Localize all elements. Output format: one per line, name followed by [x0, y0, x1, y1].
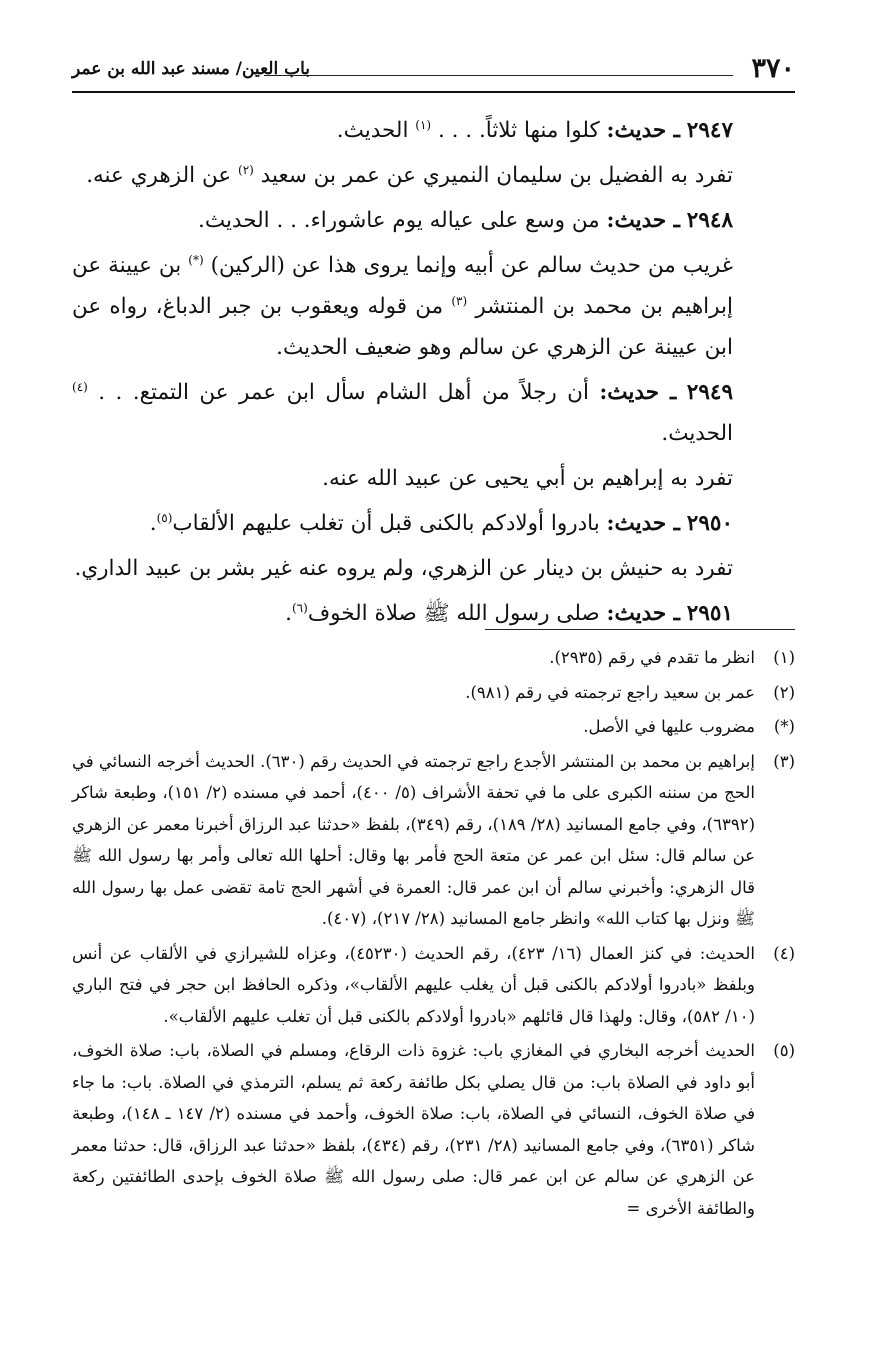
hadith-number: ٢٩٥١ [686, 601, 733, 626]
hadith-text: صلى رسول الله ﷺ صلاة الخوف [307, 601, 600, 626]
footnote-text: إبراهيم بن محمد بن المنتشر الأجدع راجع ترجمته في الحديث رقم (٦٣٠). الحديث أخرجه النسائي في الحج من سننه الكبرى على ما في تحفة الأشراف (٥/ ٤٠٠)، أحمد في مسنده (٢/ ١٥١)، وطبعة شاكر (٦٣٩٢)، وفي جامع المسانيد (٢٨/ ١٨٩)، رقم (٣٤٩)، بلفظ «حدثنا عبد الرزاق أخبرنا معمر عن الزهري عن سالم قال: سئل ابن عمر عن متعة الحج فأمر بها وقال: أحلها الله تعالى وأمر بها رسول الله ﷺ قال الزهري: وأخبرني سالم أن ابن عمر قال: العمرة في أشهر الحج تامة تقضى عمل بها رسول الله ﷺ ونزل بها كتاب الله» وانظر جامع المسانيد (٢٨/ ٢١٧)، (٤٠٧). [72, 751, 756, 928]
note-text-tail: من قوله ويعقوب بن جبر الدباغ، رواه عن ابن عيينة عن الزهري عن سالم وهو ضعيف الحديث. [72, 294, 733, 360]
hadith-entry [72, 503, 795, 544]
hadith-keyword: ـ حديث: [606, 601, 680, 626]
note-text-tail: عن الزهري عنه. [86, 163, 232, 188]
hadith-text: أن رجلاً من أهل الشام سأل ابن عمر عن التمتع. . . [98, 380, 589, 405]
footnotes [72, 642, 795, 1227]
footnote [72, 677, 795, 709]
footnote-separator [485, 629, 795, 630]
running-header [72, 52, 795, 86]
hadith-number: ٢٩٤٩ [686, 380, 733, 405]
footnote-text: الحديث: في كنز العمال (١٦/ ٤٢٣)، رقم الحديث (٤٥٢٣٠)، وعزاه للشيرازي في الألقاب عن أنس وبلفظ «بادروا أولادكم بالكنى قبل أن يغلب عليهم الألقاب»، وذكره الحافظ ابن حجر في فتح الباري (١٠/ ٥٨٢)، وقال: ولهذا قال قائلهم «بادروا أولادكم بالكنى قبل أن تغلب عليهم الألقاب». [72, 943, 756, 1026]
footnote-ref: (٦) [291, 600, 308, 615]
footnote [72, 1035, 795, 1224]
header-rule [264, 75, 733, 76]
footnote-text: مضروب عليها في الأصل. [583, 717, 755, 736]
footnote-mark: (٥) [773, 1041, 795, 1060]
hadith-text-tail: . [149, 511, 157, 536]
note-text: تفرد به حنيش بن دينار عن الزهري، ولم يروه عنه غير بشر بن عبيد الداري. [74, 556, 733, 581]
footnote-mark: (*) [773, 717, 795, 736]
note-text-middle: بن عيينة عن إبراهيم بن محمد بن المنتشر [72, 253, 733, 319]
footnote-mark: (٢) [773, 682, 795, 702]
hadith-note [72, 245, 795, 368]
hadith-entry [72, 200, 795, 241]
footnote-ref: (٣) [451, 293, 468, 308]
hadith-number: ٢٩٤٧ [686, 118, 733, 143]
hadith-keyword: ـ حديث: [606, 118, 680, 143]
footnote-ref: (١) [415, 117, 432, 132]
footnote-ref: (٥) [156, 510, 173, 525]
footnote-ref: (٢) [238, 162, 254, 177]
hadith-note [72, 458, 795, 499]
running-title: باب العين/ مسند عبد الله بن عمر [72, 59, 310, 79]
footnote [72, 642, 795, 674]
hadith-keyword: ـ حديث: [606, 208, 680, 233]
note-text: تفرد به إبراهيم بن أبي يحيى عن عبيد الله عنه. [322, 466, 733, 491]
hadith-entry [72, 110, 795, 151]
footnote-ref: (٤) [72, 379, 88, 394]
footnote-text: انظر ما تقدم في رقم (٢٩٣٥). [549, 648, 755, 667]
hadith-text: بادروا أولادكم بالكنى قبل أن تغلب عليهم الألقاب [172, 511, 600, 536]
hadith-number: ٢٩٤٨ [686, 208, 733, 233]
footnote [72, 711, 795, 743]
hadith-text-tail: الحديث. [661, 421, 733, 446]
hadith-text: من وسع على عياله يوم عاشوراء. . . الحديث. [198, 208, 600, 233]
hadith-number: ٢٩٥٠ [686, 511, 733, 536]
footnote [72, 746, 795, 935]
hadith-text-tail: . [285, 601, 292, 626]
footnote-mark: (١) [773, 648, 795, 667]
hadith-entry [72, 593, 795, 634]
page-number: ٣٧٠ [751, 53, 795, 84]
header-underline [72, 91, 795, 93]
footnote-ref: (*) [188, 252, 204, 267]
hadith-text-tail: الحديث. [336, 118, 409, 143]
footnote-mark: (٤) [773, 943, 795, 963]
hadith-note [72, 155, 795, 196]
footnote-text: عمر بن سعيد راجع ترجمته في رقم (٩٨١). [465, 682, 755, 702]
hadith-note [72, 548, 795, 589]
note-text: غريب من حديث سالم عن أبيه وإنما يروى هذا عن (الركين) [210, 253, 733, 278]
hadith-keyword: ـ حديث: [606, 511, 680, 536]
main-text [72, 110, 795, 638]
footnote-text: الحديث أخرجه البخاري في المغازي باب: غزوة ذات الرقاع، ومسلم في الصلاة، باب: صلاة الخوف، أبو داود في الصلاة باب: من قال يصلي بكل طائفة ركعة ثم يسلم، الترمذي في الصلاة. باب: ما جاء في صلاة الخوف، النسائي في الصلاة، باب: صلاة الخوف، وأحمد في مسنده (٢/ ١٤٧ ـ ١٤٨)، وطبعة شاكر (٦٣٥١)، وفي جامع المسانيد (٢٨/ ٢٣١)، رقم (٤٣٤)، بلفظ «حدثنا عبد الرزاق، قال: حدثنا معمر عن الزهري عن سالم عن ابن عمر قال: صلى رسول الله ﷺ صلاة الخوف بإحدى الطائفتين ركعة والطائفة الأخرى = [72, 1041, 756, 1218]
hadith-text: كلوا منها ثلاثاً. . . . [437, 118, 600, 143]
note-text: تفرد به الفضيل بن سليمان النميري عن عمر بن سعيد [260, 163, 733, 188]
hadith-keyword: ـ حديث: [599, 380, 677, 405]
footnote-mark: (٣) [773, 751, 795, 771]
hadith-entry [72, 372, 795, 454]
footnote [72, 938, 795, 1033]
